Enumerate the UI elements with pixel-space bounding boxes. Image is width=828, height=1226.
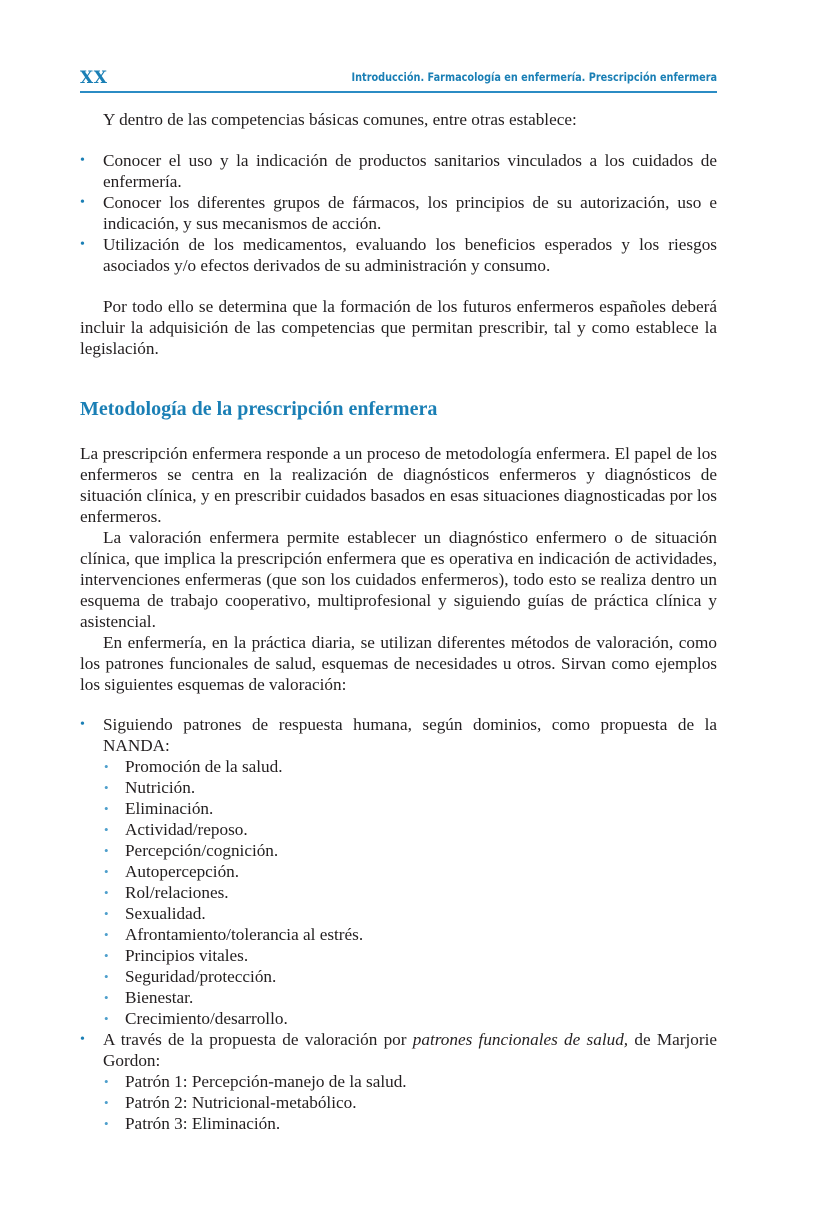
sub-list-item: • Autopercepción. bbox=[104, 862, 240, 881]
gordon-patterns-list bbox=[103, 1071, 717, 1134]
bullet-icon: • bbox=[104, 1074, 109, 1089]
bullet-icon: • bbox=[104, 948, 109, 963]
competencies-list bbox=[80, 150, 717, 276]
sub-list-item: • Principios vitales. bbox=[104, 946, 249, 965]
competencies-list-block bbox=[80, 150, 717, 276]
nanda-domains-list bbox=[103, 756, 717, 1029]
list-item: • Conocer el uso y la indicación de productos sanitarios vinculados a los cuidados de enfermería. bbox=[80, 151, 717, 191]
section-body bbox=[80, 443, 717, 695]
paragraph: La valoración enfermera permite establecer un diagnóstico enfermero o de situación clínica, que implica la prescripción enfermera que es operativa en indicación de actividades, intervenciones enfermeras (que son los cuidados enfermeros), todo esto se realiza dentro un esquema de trabajo cooperativo, multiprofesional y siguiendo guías de práctica clínica y asistencial. bbox=[80, 528, 717, 631]
list-item: • Conocer los diferentes grupos de fármacos, los principios de su autorización, uso e indicación, y sus mecanismos de acción. bbox=[80, 193, 717, 233]
list-item-gordon: • A través de la propuesta de valoración por patrones funcionales de salud, de Marjorie Gordon: • Patrón 1: Percepción-manejo de la salud. • Patrón 2: Nutricional-metabólico. • Patrón 3: Eliminación. bbox=[80, 1030, 717, 1133]
schemes-block bbox=[80, 714, 717, 1134]
bullet-icon: • bbox=[104, 759, 109, 774]
bullet-icon: • bbox=[104, 1116, 109, 1131]
sub-list-item: • Rol/relaciones. bbox=[104, 883, 229, 902]
schemes-list bbox=[80, 714, 717, 1134]
sub-list-item: • Patrón 2: Nutricional-metabólico. bbox=[104, 1093, 357, 1112]
bullet-icon: • bbox=[80, 195, 85, 210]
bullet-icon: • bbox=[80, 717, 85, 732]
header-rule bbox=[80, 91, 717, 93]
sub-list-item: • Seguridad/protección. bbox=[104, 967, 277, 986]
conclusion-block bbox=[80, 296, 717, 359]
bullet-icon: • bbox=[104, 927, 109, 942]
sub-list-item: • Actividad/reposo. bbox=[104, 820, 248, 839]
sub-list-item: • Percepción/cognición. bbox=[104, 841, 279, 860]
bullet-icon: • bbox=[80, 153, 85, 168]
bullet-icon: • bbox=[104, 885, 109, 900]
paragraph: La prescripción enfermera responde a un proceso de metodología enfermera. El papel de los enfermeros se centra en la realización de diagnósticos enfermeros y diagnósticos de situación clínica, y en prescribir cuidados basados en esas situaciones diagnosticadas por los enfermeros. bbox=[80, 444, 717, 526]
bullet-icon: • bbox=[104, 801, 109, 816]
bullet-icon: • bbox=[104, 1011, 109, 1026]
sub-list-item: • Patrón 3: Eliminación. bbox=[104, 1114, 281, 1133]
sub-list-item: • Promoción de la salud. bbox=[104, 757, 283, 776]
running-header bbox=[80, 68, 717, 90]
bullet-icon: • bbox=[80, 1032, 85, 1047]
intro-block bbox=[80, 109, 717, 130]
sub-list-item: • Nutrición. bbox=[104, 778, 196, 797]
sub-list-item: • Bienestar. bbox=[104, 988, 194, 1007]
bullet-icon: • bbox=[104, 969, 109, 984]
bullet-icon: • bbox=[104, 906, 109, 921]
running-title: Introducción. Farmacología en enfermería. Prescripción enfermera bbox=[351, 71, 717, 84]
bullet-icon: • bbox=[104, 843, 109, 858]
list-item: • Utilización de los medicamentos, evaluando los beneficios esperados y los riesgos asociados y/o efectos derivados de su administración y consumo. bbox=[80, 235, 717, 275]
paragraph: En enfermería, en la práctica diaria, se utilizan diferentes métodos de valoración, como los patrones funcionales de salud, esquemas de necesidades u otros. Sirvan como ejemplos los siguientes esquemas de valoración: bbox=[80, 633, 717, 694]
bullet-icon: • bbox=[104, 990, 109, 1005]
intro-lead: Y dentro de las competencias básicas comunes, entre otras establece: bbox=[103, 110, 577, 129]
sub-list-item: • Patrón 1: Percepción-manejo de la salud. bbox=[104, 1072, 407, 1091]
sub-list-item: • Eliminación. bbox=[104, 799, 214, 818]
bullet-icon: • bbox=[104, 1095, 109, 1110]
sub-list-item: • Afrontamiento/tolerancia al estrés. bbox=[104, 925, 364, 944]
bullet-icon: • bbox=[80, 237, 85, 252]
sub-list-item: • Sexualidad. bbox=[104, 904, 206, 923]
bullet-icon: • bbox=[104, 822, 109, 837]
page-number: XX bbox=[80, 68, 108, 88]
list-item-nanda: • Siguiendo patrones de respuesta humana, según dominios, como propuesta de la NANDA: • Promoción de la salud. • Nutrición. • Eliminación. • Actividad/reposo. • Percepción/cognición. • Autopercepción. • Rol/relaciones. • Sexualidad. • Afrontamiento/tolerancia al estrés. • Principios vitales. • Seguridad/protección. • Bienestar. • Crecimiento/desarrollo. bbox=[80, 715, 717, 1028]
section-heading: Metodología de la prescripción enfermera bbox=[80, 398, 438, 420]
bullet-icon: • bbox=[104, 780, 109, 795]
sub-list-item: • Crecimiento/desarrollo. bbox=[104, 1009, 288, 1028]
conclusion-paragraph: Por todo ello se determina que la formación de los futuros enfermeros españoles deberá incluir la adquisición de las competencias que permitan prescribir, tal y como establece la legislación. bbox=[80, 297, 717, 358]
bullet-icon: • bbox=[104, 864, 109, 879]
